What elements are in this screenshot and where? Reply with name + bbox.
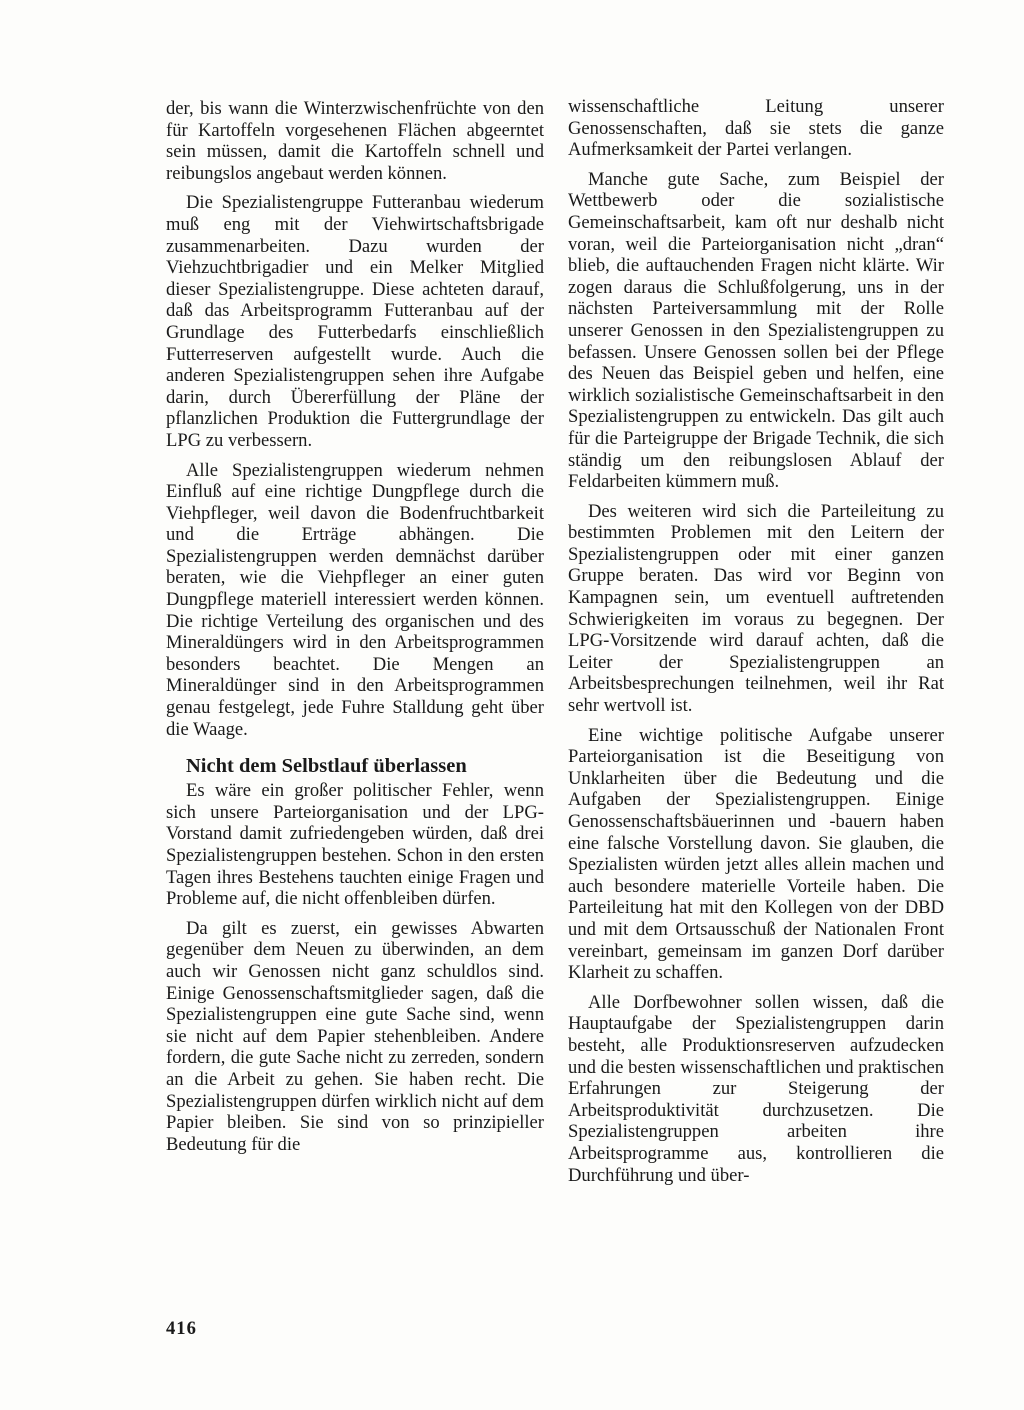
- paragraph: Die Spezialistengruppe Futteranbau wiederum muß eng mit der Viehwirtschaftsbrigade zusammenarbeiten. Dazu wurden der Viehzuchtbrigadier und ein Melker Mitglied dieser Spezialistengruppe. Diese achteten darauf, daß das Arbeitsprogramm Futteranbau auf der Grundlage des Futterbedarfs einschließlich Futterreserven aufgestellt wurde. Auch die anderen Spezialistengruppen sehen ihre Aufgabe darin, durch Übererfüllung der Pläne der pflanzlichen Produktion die Futtergrundlage der LPG zu verbessern.: [166, 192, 544, 451]
- section-heading: Nicht dem Selbstlauf überlassen: [186, 755, 467, 778]
- paragraph: Des weiteren wird sich die Parteileitung zu bestimmten Problemen mit den Leitern der Spezialistengruppen oder mit einer ganzen Gruppe beraten. Das wird vor Beginn von Kampagnen sein, um eventuell auftretenden Schwierigkeiten im voraus zu begegnen. Der LPG-Vorsitzende wird darauf achten, daß die Leiter der Spezialistengruppen an Arbeitsbesprechungen teilnehmen, weil ihr Rat sehr wertvoll ist.: [568, 500, 944, 717]
- page-number: 416: [166, 1318, 197, 1339]
- paragraph: Alle Spezialistengruppen wiederum nehmen Einfluß auf eine richtige Dungpflege durch die Viehpfleger, weil davon die Bodenfruchtbarkeit und die Erträge abhängen. Die Spezialistengruppen werden demnächst darüber beraten, wie die Viehpfleger an einer guten Dungpflege materiell interessiert werden können. Die richtige Verteilung des organischen und des Mineraldüngers wird in den Arbeitsprogrammen besonders beachtet. Die Mengen an Mineraldünger sind in den Arbeitsprogrammen genau festgelegt, jede Fuhre Stalldung geht über die Waage.: [166, 459, 544, 740]
- paragraph: Eine wichtige politische Aufgabe unserer Parteiorganisation ist die Beseitigung von Unklarheiten über die Bedeutung und die Aufgaben der Spezialistengruppen. Einige Genossenschaftsbäuerinnen und -bauern haben eine falsche Vorstellung davon. Sie glauben, die Spezialisten würden jetzt alles allein machen und auch besondere materielle Vorteile haben. Die Parteileitung hat mit den Kollegen von der DBD und mit dem Ortsausschuß der Nationalen Front vereinbart, gemeinsam im ganzen Dorf darüber Klarheit zu schaffen.: [568, 724, 944, 984]
- paragraph: Da gilt es zuerst, ein gewisses Abwarten gegenüber dem Neuen zu überwinden, an dem auch wir Genossen nicht ganz schuldlos sind. Einige Genossenschaftsmitglieder sagen, daß die Spezialistengruppen eine gute Sache sind, wenn sie nicht auf dem Papier stehenbleiben. Andere fordern, die gute Sache nicht zu zerreden, sondern an die Arbeit zu gehen. Sie haben recht. Die Spezialistengruppen dürfen wirklich nicht auf dem Papier bleiben. Sie sind von so prinzipieller Bedeutung für die: [166, 917, 544, 1155]
- paragraph: Es wäre ein großer politischer Fehler, wenn sich unsere Parteiorganisation und der LPG-Vorstand damit zufriedengeben würden, daß drei Spezialistengruppen bestehen. Schon in den ersten Tagen ihres Bestehens tauchten einige Fragen und Probleme auf, die nicht offenbleiben dürfen.: [166, 780, 544, 910]
- paragraph: Manche gute Sache, zum Beispiel der Wettbewerb oder die sozialistische Gemeinschaftsarbeit, kam oft nur deshalb nicht voran, weil die Parteiorganisation nicht „dran“ blieb, die auftauchenden Fragen nicht klärte. Wir zogen daraus die Schlußfolgerung, uns in der nächsten Parteiversammlung mit der Rolle unserer Genossen in den Spezialistengruppen zu befassen. Unsere Genossen sollen bei der Pflege des Neuen das Beispiel geben und helfen, eine wirklich sozialistische Gemeinschaftsarbeit in den Spezialistengruppen zu entwickeln. Das gilt auch für die Parteigruppe der Brigade Technik, die sich ständig um den reibungslosen Ablauf der Feldarbeiten kümmern muß.: [568, 168, 944, 493]
- paragraph: wissenschaftliche Leitung unserer Genossenschaften, daß sie stets die ganze Aufmerksamkeit der Partei verlangen.: [568, 96, 944, 161]
- right-column: [568, 96, 944, 1194]
- left-column: [166, 98, 544, 1163]
- paragraph: der, bis wann die Winterzwischenfrüchte von den für Kartoffeln vorgesehenen Flächen abgeerntet sein müssen, damit die Kartoffeln schnell und reibungslos angebaut werden können.: [166, 98, 544, 184]
- paragraph: Alle Dorfbewohner sollen wissen, daß die Hauptaufgabe der Spezialistengruppen darin besteht, alle Produktionsreserven aufzudecken und die besten wissenschaftlichen und praktischen Erfahrungen zur Steigerung der Arbeitsproduktivität durchzusetzen. Die Spezialistengruppen arbeiten ihre Arbeitsprogramme aus, kontrollieren die Durchführung und über-: [568, 991, 944, 1186]
